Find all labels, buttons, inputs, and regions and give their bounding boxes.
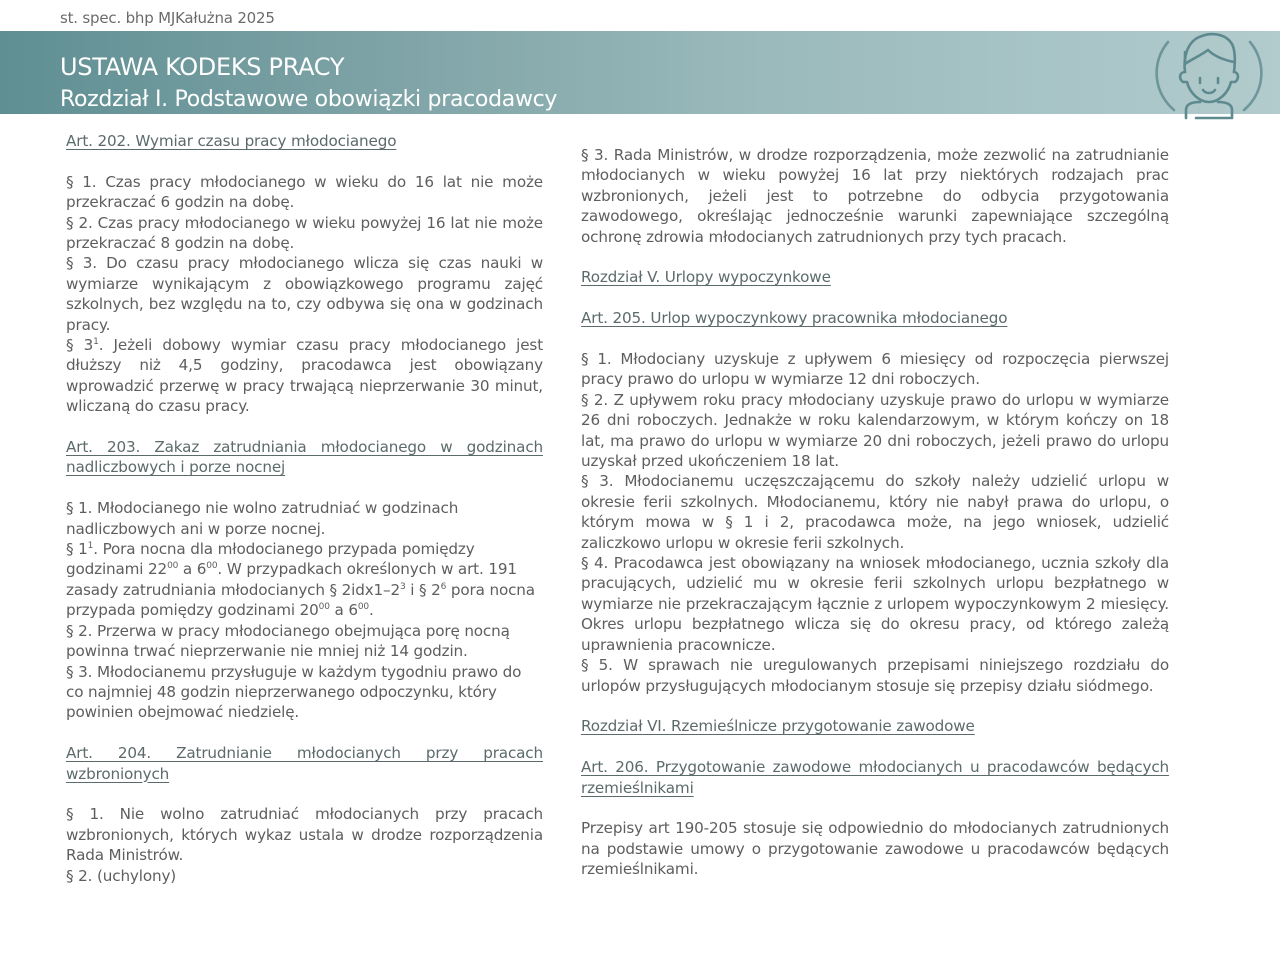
superscript: 00 <box>357 602 369 613</box>
superscript: 00 <box>167 561 179 572</box>
art203-par3: § 3. Młodocianemu przysługuje w każdym tygodniu prawo do co najmniej 48 godzin nieprzerwanego odpoczynku, który powinien obejmować niedzielę. <box>66 662 522 722</box>
art203-par1-1 <box>66 539 543 621</box>
author-line: st. spec. bhp MJKałużna 2025 <box>60 9 275 27</box>
article-204-heading: Art. 204. Zatrudnianie młodocianych przy pracach wzbronionych <box>66 744 543 783</box>
art205-par4: § 4. Pracodawca jest obowiązany na wniosek młodocianego, ucznia szkoły dla pracujących, udzielić mu w okresie ferii szkolnych urlopu bezpłatnego w wymiarze nie przekraczającym łącznie z urlopem wypoczynkowym 2 miesięcy. Okres urlopu bezpłatnego wlicza się do okresu pracy, od którego zależą uprawnienia pracownicze. <box>581 554 1169 654</box>
art204-par1: § 1. Nie wolno zatrudniać młodocianych przy pracach wzbronionych, których wykaz ustala w drodze rozporządzenia Rada Ministrów. <box>66 805 543 865</box>
art205-par1: § 1. Młodociany uzyskuje z upływem 6 miesięcy od rozpoczęcia pierwszej pracy prawo do urlopu w wymiarze 12 dni roboczych. <box>581 350 1169 389</box>
par-text: . W przypadkach określonych w art. 191 zasady zatrudniania młodocianych § 2idx1–2 <box>66 560 517 599</box>
par-text: . <box>369 601 374 620</box>
par-text: . Pora nocna dla młodocianego przypada pomiędzy godzinami 22 <box>66 540 475 579</box>
article-202-heading: Art. 202. Wymiar czasu pracy młodocianego <box>66 132 397 150</box>
left-column <box>66 131 543 886</box>
par-text: pora nocna przypada pomiędzy godzinami 20 <box>66 580 535 620</box>
art204-par3: § 3. Rada Ministrów, w drodze rozporządzenia, może zezwolić na zatrudnianie młodocianych w wieku powyżej 16 lat przy niektórych rodzajach prac wzbronionych, jeżeli jest to potrzebne do odbycia przygotowania zawodowego, określając jednocześnie warunki zapewniające szczególną ochronę zdrowia młodocianych zatrudnionych przy tych pracach. <box>581 146 1169 246</box>
young-person-avatar-icon <box>1150 22 1268 122</box>
page-subtitle: Rozdział I. Podstawowe obowiązki pracodawcy <box>60 87 558 112</box>
par-text: . Jeżeli dobowy wymiar czasu pracy młodocianego jest dłuższy niż 4,5 godziny, pracodawca jest obowiązany wprowadzić przerwę w pracy trwającą nieprzerwanie 30 minut, wliczaną do czasu pracy. <box>66 336 543 416</box>
superscript: 3 <box>400 581 406 592</box>
par-number: § 3 <box>66 336 94 355</box>
art203-par2: § 2. Przerwa w pracy młodocianego obejmująca porę nocną powinna trwać nieprzerwanie nie mniej niż 14 godzin. <box>66 621 510 661</box>
right-column <box>581 145 1169 880</box>
chapter-5-heading: Rozdział V. Urlopy wypoczynkowe <box>581 268 831 287</box>
par-text: a 6 <box>329 601 358 620</box>
superscript: 6 <box>440 581 447 592</box>
art205-par5: § 5. W sprawach nie uregulowanych przepisami niniejszego rozdziału do urlopów przysługujących młodocianym stosuje się przepisy działu siódmego. <box>581 656 1169 695</box>
art205-par3: § 3. Młodocianemu uczęszczającemu do szkoły należy udzielić urlopu w okresie ferii szkolnych. Młodocianemu, który nie nabył prawa do urlopu, o którym mowa w § 1 i 2, pracodawca może, na jego wniosek, udzielić zaliczkowo urlopu w okresie ferii szkolnych. <box>581 472 1169 552</box>
art205-par2: § 2. Z upływem roku pracy młodociany uzyskuje prawo do urlopu w wymiarze 26 dni roboczych. Jednakże w roku kalendarzowym, w którym kończy on 18 lat, ma prawo do urlopu w wymiarze 20 dni roboczych, jeżeli prawo do urlopu uzyskał przed ukończeniem 18 lat. <box>581 390 1169 471</box>
art206-par1: Przepisy art 190-205 stosuje się odpowiednio do młodocianych zatrudnionych na podstawie umowy o przygotowanie zawodowe u pracodawców będących rzemieślnikami. <box>581 819 1169 879</box>
par-number: § 1 <box>66 540 88 559</box>
art203-par1: § 1. Młodocianego nie wolno zatrudniać w godzinach nadliczbowych ani w porze nocnej. <box>66 499 459 538</box>
page-title: USTAWA KODEKS PRACY <box>60 53 345 81</box>
art202-par3: § 3. Do czasu pracy młodocianego wlicza się czas nauki w wymiarze wynikającym z obowiązkowego programu zajęć szkolnych, bez względu na to, czy odbywa się ona w godzinach pracy. <box>66 254 543 334</box>
superscript: 00 <box>206 561 218 572</box>
article-205-heading: Art. 205. Urlop wypoczynkowy pracownika młodocianego <box>581 309 1008 328</box>
superscript: 1 <box>87 541 94 552</box>
article-206-heading: Art. 206. Przygotowanie zawodowe młodocianych u pracodawców będących rzemieślnikami <box>581 758 1169 797</box>
art204-par2: § 2. (uchylony) <box>66 866 177 885</box>
art202-par3-1 <box>66 335 543 417</box>
superscript: 1 <box>93 336 99 347</box>
par-text: a 6 <box>178 560 207 579</box>
article-203-heading: Art. 203. Zakaz zatrudniania młodocianego w godzinach nadliczbowych i porze nocnej <box>66 438 543 477</box>
par-text: i § 2 <box>405 580 441 599</box>
chapter-6-heading: Rozdział VI. Rzemieślnicze przygotowanie zawodowe <box>581 717 975 736</box>
superscript: 00 <box>318 602 330 613</box>
art202-par1: § 1. Czas pracy młodocianego w wieku do 16 lat nie może przekraczać 6 godzin na dobę. <box>66 172 543 212</box>
art202-par2: § 2. Czas pracy młodocianego w wieku powyżej 16 lat nie może przekraczać 8 godzin na dobę. <box>66 213 543 253</box>
